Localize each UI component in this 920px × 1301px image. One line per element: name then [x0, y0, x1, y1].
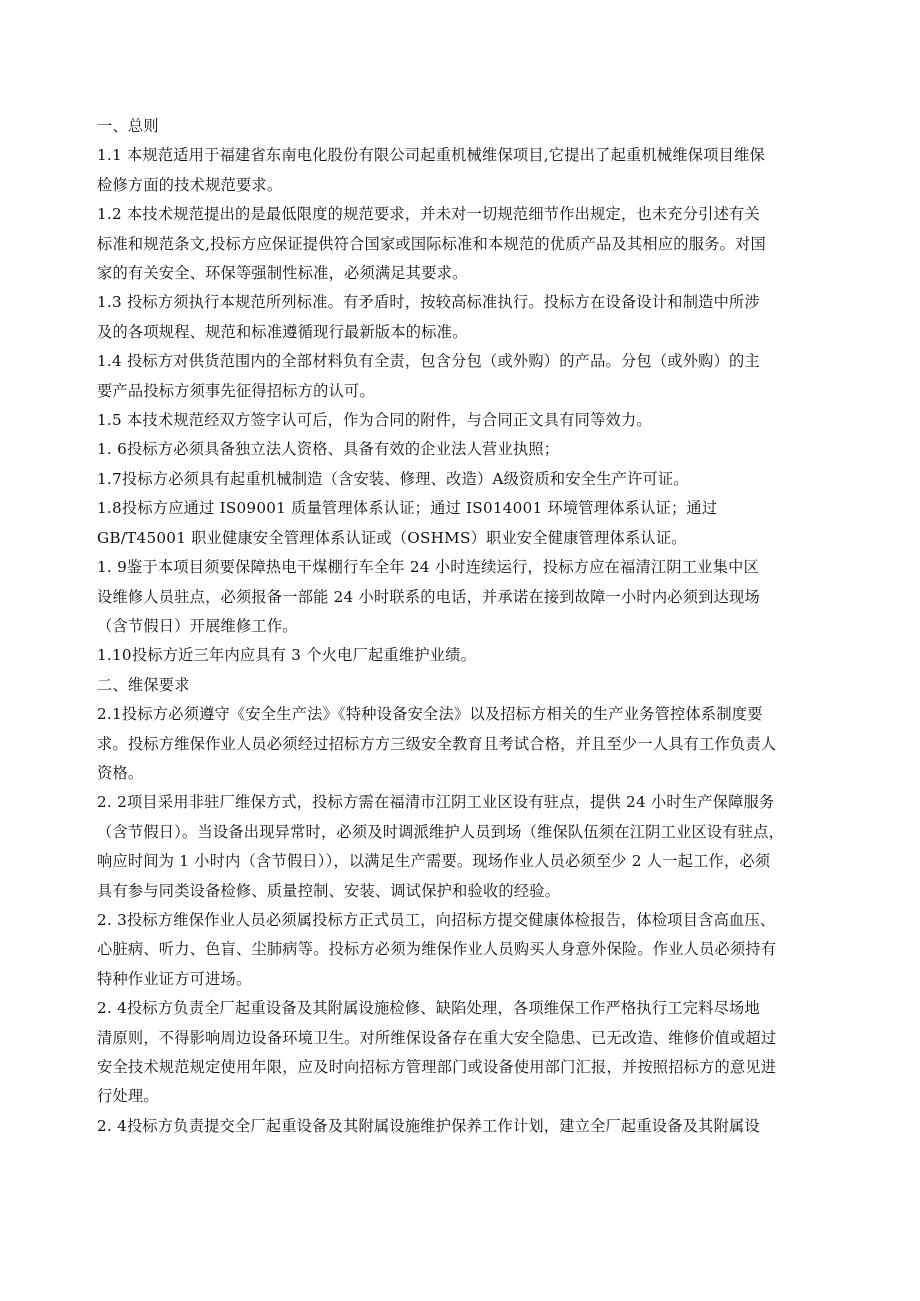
clause-1-2: [97, 200, 857, 288]
text-line: 具有参与同类设备检修、质量控制、安装、调试保护和验收的经验。: [97, 881, 561, 900]
clause-1-10: [97, 641, 857, 670]
text-line: 特种作业证方可进场。: [97, 969, 252, 988]
text-line: 1.10投标方近三年内应具有 3 个火电厂起重维护业绩。: [97, 646, 477, 665]
text-line: 2. 4投标方负责提交全厂起重设备及其附属设施维护保养工作计划，建立全厂起重设备及其附属设: [97, 1116, 760, 1135]
text-line: 及的各项规程、规范和标准遵循现行最新版本的标准。: [97, 322, 468, 341]
clause-2-1: [97, 700, 857, 788]
section-heading-maintenance: 二、维保要求: [97, 675, 190, 694]
text-line: （含节假日）开展维修工作。: [97, 616, 298, 635]
clause-1-7: [97, 465, 857, 494]
text-line: 1.8投标方应通过 IS09001 质量管理体系认证；通过 IS014001 环境管理体系认证；通过: [97, 499, 718, 518]
clause-1-3: [97, 288, 857, 347]
text-line: 1.4 投标方对供货范围内的全部材料负有全责，包含分包（或外购）的产品。分包（或外购）的主: [97, 352, 760, 371]
text-line: 家的有关安全、环保等强制性标准，必须满足其要求。: [97, 264, 468, 283]
text-line: 2.1投标方必须遵守《安全生产法》《特种设备安全法》以及招标方相关的生产业务管控体系制度要: [97, 705, 763, 724]
text-line: 1.2 本技术规范提出的是最低限度的规范要求，并未对一切规范细节作出规定，也未充分引述有关: [97, 205, 760, 224]
text-line: 要产品投标方须事先征得招标方的认可。: [97, 381, 375, 400]
clause-1-8: [97, 494, 857, 553]
text-line: 2. 3投标方维保作业人员必须属投标方正式员工，向招标方提交健康体检报告，体检项目含高血压、: [97, 910, 776, 929]
text-line: 安全技术规范规定使用年限，应及时向招标方管理部门或设备使用部门汇报，并按照招标方的意见进: [97, 1058, 777, 1076]
text-line: 设维修人员驻点，必须报备一部能 24 小时联系的电话，并承诺在接到故障一小时内必须到达现场: [97, 587, 760, 606]
clause-2-3: [97, 906, 857, 994]
text-line: 1.1 本规范适用于福建省东南电化股份有限公司起重机械维保项目,它提出了起重机械维保项目维保: [97, 146, 765, 165]
text-line: 标准和规范条文,投标方应保证提供符合国家或国际标准和本规范的优质产品及其相应的服务。对国: [97, 234, 766, 253]
text-line: 清原则，不得影响周边设备环境卫生。对所维保设备存在重大安全隐患、已无改造、维修价值或超过: [97, 1028, 777, 1047]
document-body: [97, 112, 857, 1141]
section-heading-general: 一、总则: [97, 117, 159, 135]
text-line: 1.5 本技术规范经双方签字认可后，作为合同的附件，与合同正文具有同等效力。: [97, 411, 652, 430]
text-line: （含节假日）。当设备出现异常时，必须及时调派维护人员到场（维保队伍须在江阴工业区设有驻点，: [97, 822, 785, 841]
text-line: 1. 9鉴于本项目须要保障热电干煤棚行车全年 24 小时连续运行，投标方应在福清江阴工业集中区: [97, 558, 760, 577]
text-line: 1.3 投标方须执行本规范所列标准。有矛盾时，按较高标准执行。投标方在设备设计和制造中所涉: [97, 293, 760, 312]
clause-1-5: [97, 406, 857, 435]
text-line: 心脏病、听力、色盲、尘肺病等。投标方必须为维保作业人员购买人身意外保险。作业人员必须持有: [97, 940, 777, 959]
text-line: 1. 6投标方必须具备独立法人资格、具备有效的企业法人营业执照；: [97, 440, 560, 459]
clause-2-4-b: [97, 1112, 857, 1141]
clause-2-2: [97, 788, 857, 906]
text-line: GB/T45001 职业健康安全管理体系认证或（OSHMS）职业安全健康管理体系认证。: [97, 528, 687, 547]
text-line: 求。投标方维保作业人员必须经过招标方方三级安全教育且考试合格，并且至少一人具有工作负责人: [97, 734, 777, 753]
text-line: 行处理。: [97, 1087, 159, 1106]
text-line: 1.7投标方必须具有起重机械制造（含安装、修理、改造）A级资质和安全生产许可证。: [97, 469, 689, 488]
text-line: 资格。: [97, 763, 144, 782]
text-line: 响应时间为 1 小时内（含节假日）），以满足生产需要。现场作业人员必须至少 2 人一起工作，必须: [97, 852, 771, 871]
text-line: 检修方面的技术规范要求。: [97, 175, 283, 194]
clause-1-4: [97, 347, 857, 406]
clause-1-6: [97, 435, 857, 464]
clause-1-1: [97, 141, 857, 200]
text-line: 2. 4投标方负责全厂起重设备及其附属设施检修、缺陷处理，各项维保工作严格执行工完料尽场地: [97, 999, 760, 1018]
clause-1-9: [97, 553, 857, 641]
clause-2-4: [97, 994, 857, 1112]
text-line: 2. 2项目采用非驻厂维保方式，投标方需在福清市江阴工业区设有驻点，提供 24 小时生产保障服务: [97, 793, 775, 812]
